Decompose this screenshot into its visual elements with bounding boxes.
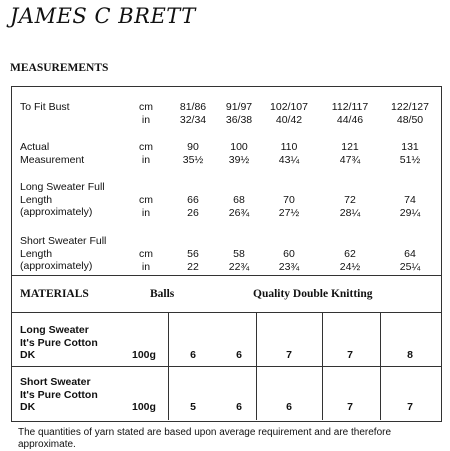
brand-logo-text: JAMES C BRETT	[10, 4, 196, 28]
value-cell: 100 39½	[228, 141, 250, 166]
measurements-table	[11, 86, 442, 276]
value-cell: 64 25¼	[399, 248, 421, 273]
row-label-to-fit-bust: To Fit Bust	[20, 101, 70, 113]
quality-label: Quality Double Knitting	[253, 288, 373, 300]
balls-label: Balls	[150, 288, 175, 300]
size-cell: 112/117 44/46	[331, 101, 369, 126]
size-cell: 102/107 40/42	[270, 101, 308, 126]
ball-count: 6	[286, 401, 292, 413]
ball-count: 5	[190, 401, 196, 413]
ball-count: 7	[347, 401, 353, 413]
row-divider	[12, 312, 441, 313]
materials-heading: MATERIALS	[20, 288, 89, 300]
units-cell: cm in	[139, 101, 153, 126]
row-divider	[12, 366, 441, 367]
ball-count: 7	[347, 349, 353, 361]
column-divider	[168, 312, 169, 420]
row-label-long-sweater-length: Long Sweater Full Length (approximately)	[20, 181, 105, 218]
ball-count: 6	[236, 401, 242, 413]
value-cell: 110 43¼	[278, 141, 300, 166]
size-cell: 122/127 48/50	[391, 101, 429, 126]
row-label-short-sweater-length: Short Sweater Full Length (approximately)	[20, 235, 107, 272]
ball-count: 7	[286, 349, 292, 361]
ball-count: 6	[236, 349, 242, 361]
footnote: The quantities of yarn stated are based upon average requirement and are therefore approximate.	[18, 427, 392, 450]
value-cell: 60 23¾	[278, 248, 300, 273]
value-cell: 66 26	[187, 194, 199, 219]
ball-count: 6	[190, 349, 196, 361]
ball-count: 8	[407, 349, 413, 361]
column-divider	[380, 312, 381, 420]
materials-table	[11, 276, 442, 422]
material-name: Long Sweater It's Pure Cotton DK	[20, 324, 98, 361]
size-cell: 91/97 36/38	[225, 101, 253, 126]
value-cell: 74 29¼	[399, 194, 421, 219]
value-cell: 56 22	[187, 248, 199, 273]
units-cell: cm in	[139, 194, 153, 219]
material-name: Short Sweater It's Pure Cotton DK	[20, 376, 98, 413]
ball-count: 7	[407, 401, 413, 413]
size-cell: 81/86 32/34	[179, 101, 207, 126]
value-cell: 70 27½	[278, 194, 300, 219]
column-divider	[322, 312, 323, 420]
row-label-actual-measurement: Actual Measurement	[20, 141, 85, 166]
value-cell: 72 28¼	[339, 194, 361, 219]
units-cell: cm in	[139, 248, 153, 273]
value-cell: 58 22¾	[228, 248, 250, 273]
units-cell: cm in	[139, 141, 153, 166]
value-cell: 121 47¾	[339, 141, 361, 166]
value-cell: 68 26¾	[228, 194, 250, 219]
value-cell: 131 51½	[399, 141, 421, 166]
measurements-heading: MEASUREMENTS	[10, 62, 109, 74]
value-cell: 90 35½	[182, 141, 204, 166]
ball-weight: 100g	[132, 349, 156, 361]
value-cell: 62 24½	[339, 248, 361, 273]
ball-weight: 100g	[132, 401, 156, 413]
